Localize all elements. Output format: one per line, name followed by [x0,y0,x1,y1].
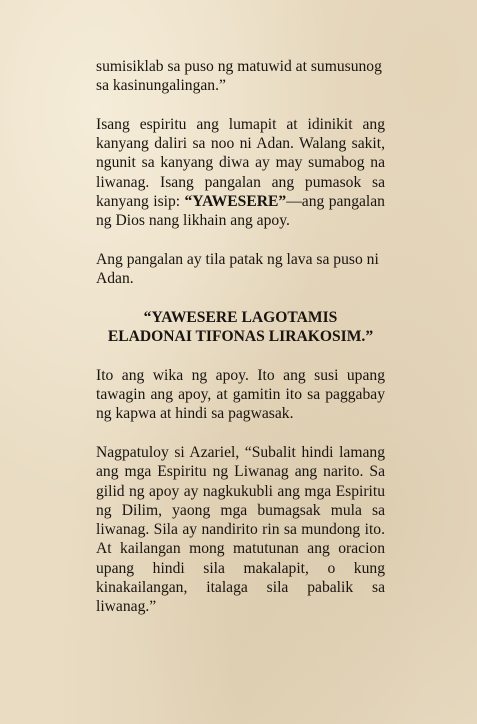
incantation-line-2: ELADONAI TIFONAS LIRAKOSIM.” [107,328,374,346]
paragraph-5: Nagpatuloy si Azariel, “Subalit hindi lamang ang mga Espiritu ng Liwanag ang narito. Sa gilid ng apoy ay nagkukubli ang mga Espiritu ng Dilim, yaong mga bumagsak mula sa liwanag. Sila ay nandirito rin sa mundong ito. At kailangan mong matutunan ang oracion upang hindi sila makalapit, o kung kinakailangan, italaga sila pabalik sa liwanag.” [96,443,385,616]
paragraph-3: Ang pangalan ay tila patak ng lava sa puso ni Adan. [96,250,379,288]
paragraph-2-text-end: —ang pangalan ng Dios nang likhain ang apoy. [96,193,385,230]
paragraph-1: sumisiklab sa puso ng matuwid at sumusunog sa kasinungalingan.” [96,58,382,95]
incantation-line-1: “YAWESERE LAGOTAMIS [143,308,338,326]
paragraph-4: Ito ang wika ng apoy. Ito ang susi upang tawagin ang apoy, at gamitin ito sa paggabay ng kapwa at hindi sa pagwasak. [96,366,385,423]
fire-name: “YAWESERE” [184,193,287,211]
page-text [96,57,385,636]
paragraph-2 [96,115,385,231]
paragraph-2-text: Isang espiritu ang lumapit at idinikit ang kanyang daliri sa noo ni Adan. Walang sakit, ngunit sa kanyang diwa ay may sumabog na liwanag. Isang pangalan ang pumasok sa kanyang isip: [96,115,385,211]
incantation-heading [96,308,385,347]
